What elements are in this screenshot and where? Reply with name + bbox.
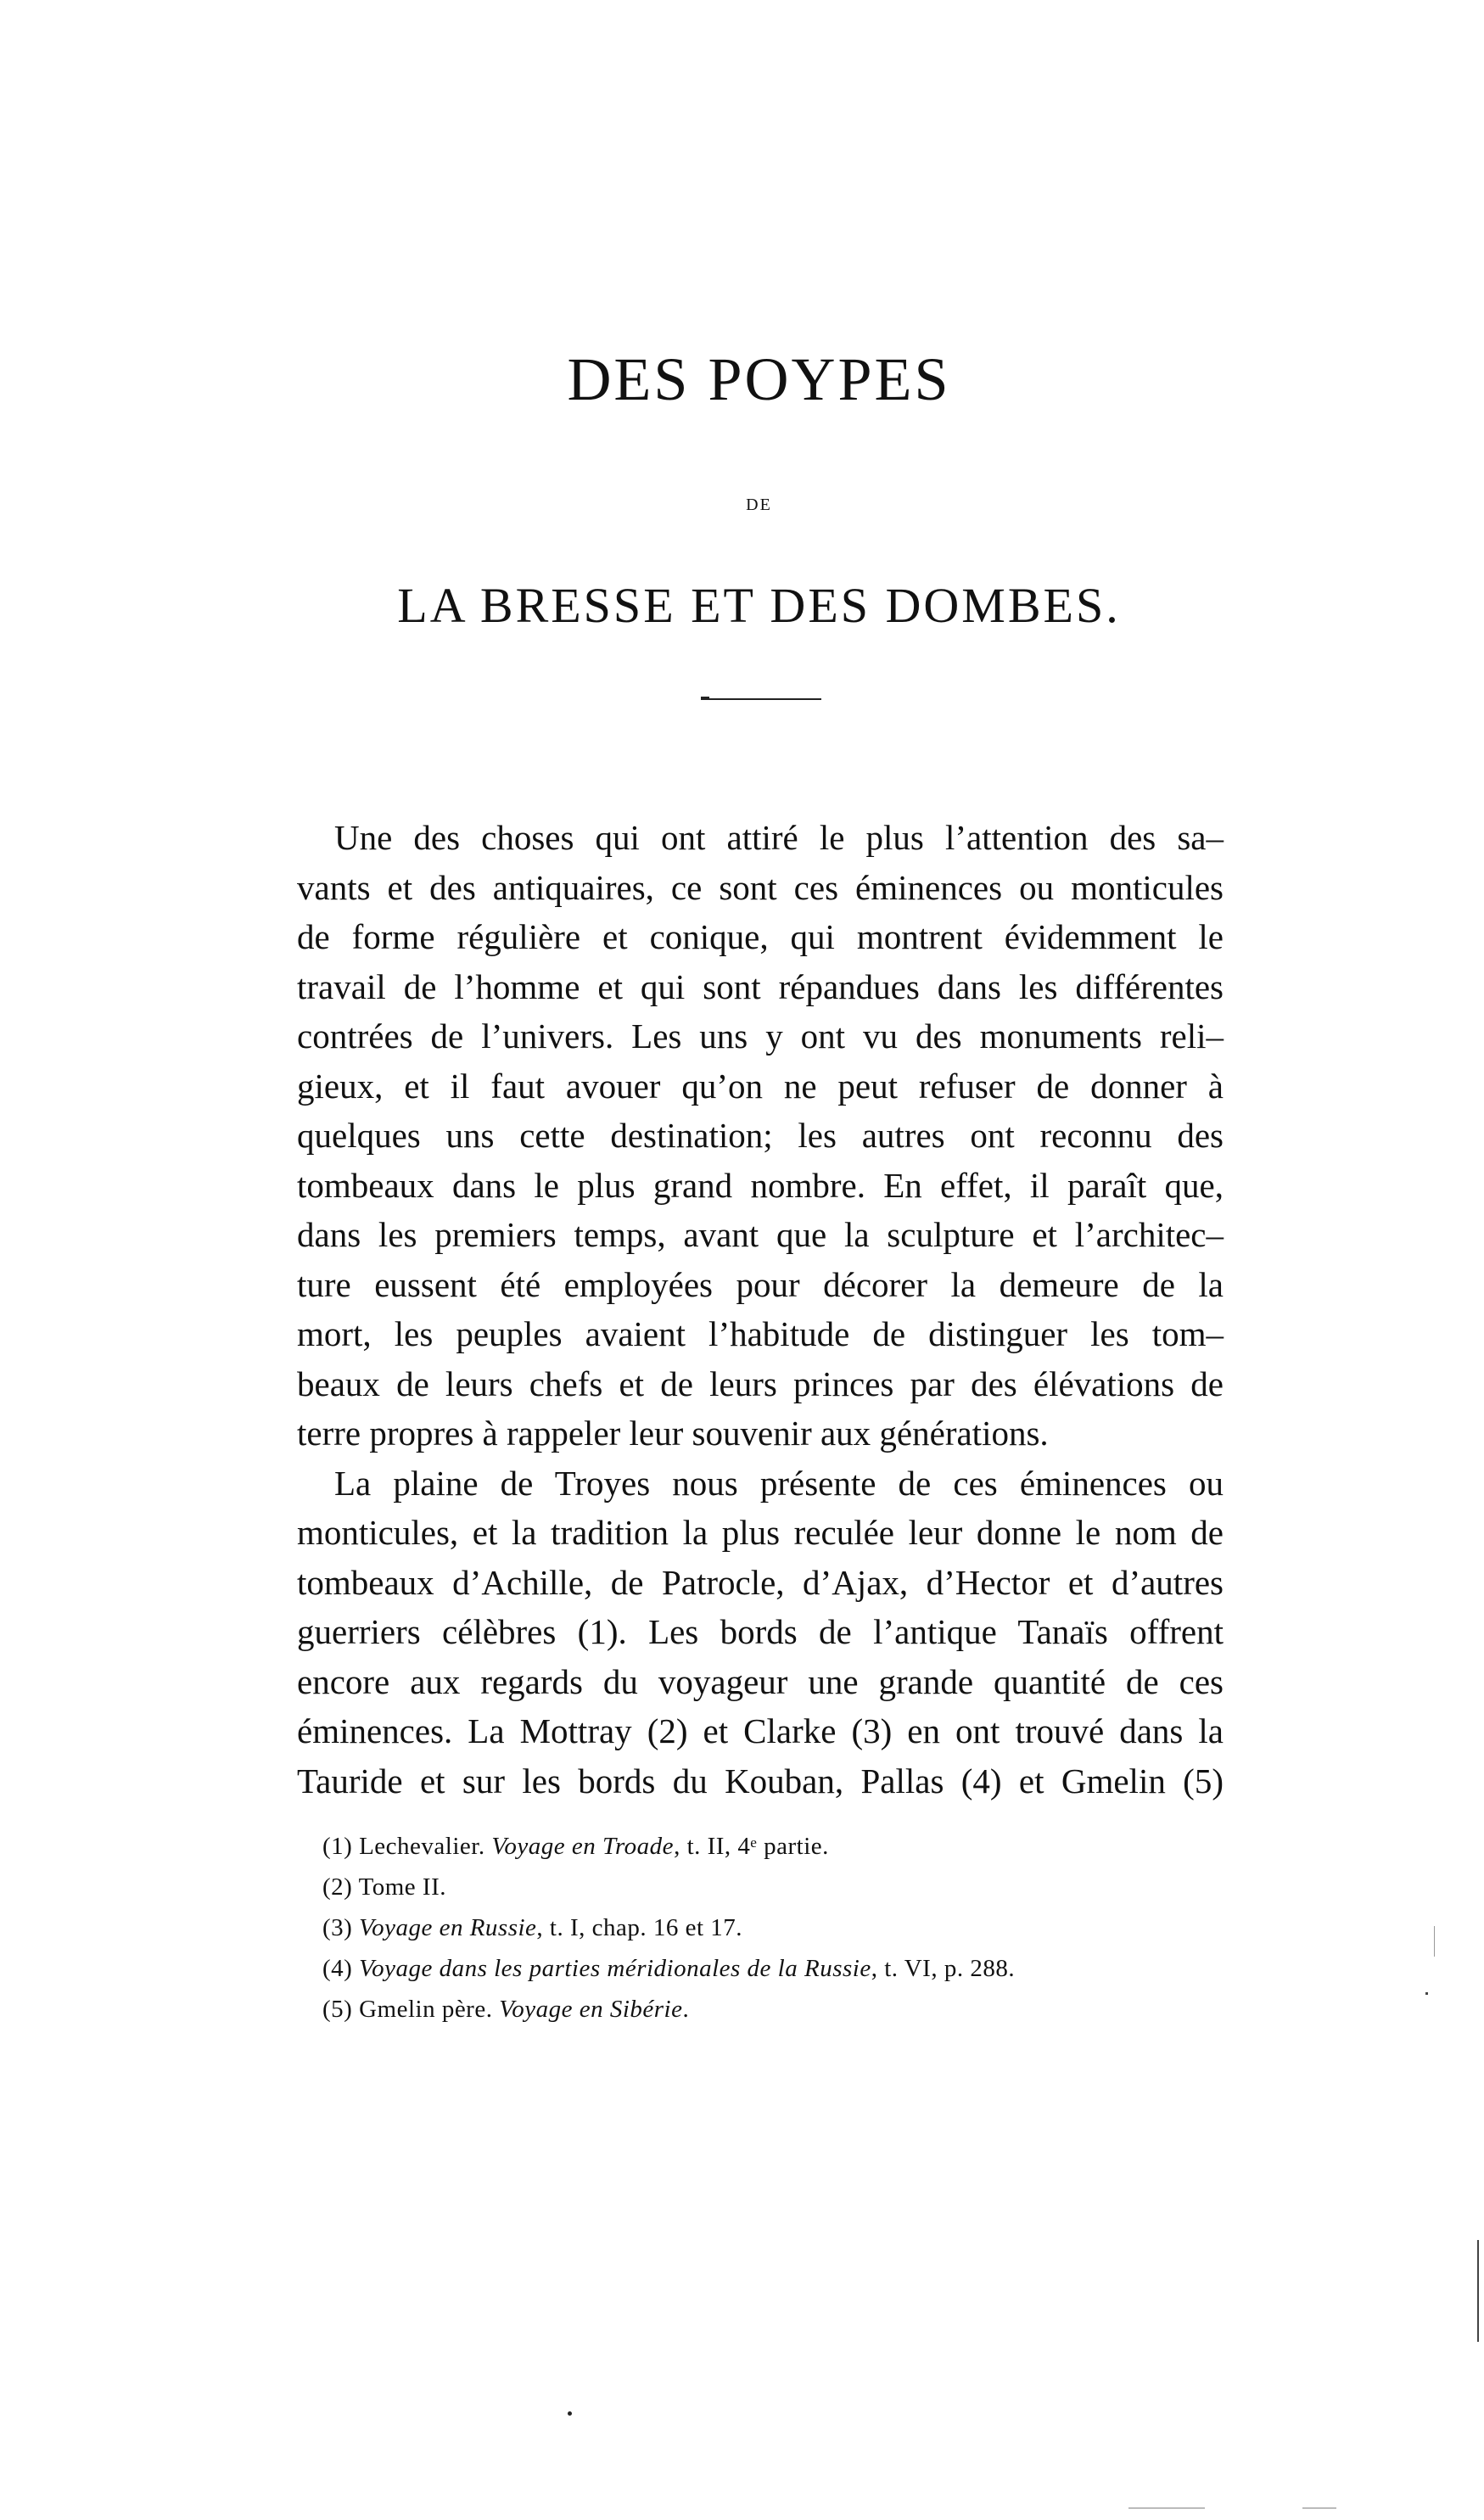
footnote-title: Voyage en Russie	[359, 1914, 537, 1941]
page-dot-mark	[568, 2411, 572, 2416]
footnote-text: Gmelin père.	[359, 1996, 500, 2023]
body-line: monticules, et la tradition la plus reculée leur donne le nom de	[297, 1513, 1224, 1552]
body-line: mort, les peuples avaient l’habitude de distinguer les tom–	[297, 1314, 1224, 1353]
footnote-marker: (4)	[322, 1955, 353, 1982]
body-line: dans les premiers temps, avant que la sculpture et l’architec–	[297, 1215, 1224, 1254]
scan-edge-mark	[1425, 1992, 1428, 1995]
page-subtitle: LA BRESSE ET DES DOMBES.	[397, 578, 1121, 633]
body-line: Tauride et sur les bords du Kouban, Pallas (4) et Gmelin (5)	[297, 1761, 1224, 1800]
footnote-text: , t. II, 4ᵉ partie.	[674, 1833, 829, 1860]
footnote-title: Voyage en Sibérie	[499, 1996, 683, 2023]
footnote	[322, 1989, 1188, 2030]
footnote	[322, 1867, 1188, 1907]
footnote-text: Lechevalier.	[359, 1833, 492, 1860]
scan-edge-mark	[1302, 2507, 1336, 2509]
footnotes	[322, 1826, 1188, 2030]
body-line: quelques uns cette destination; les autres ont reconnu des	[297, 1116, 1224, 1155]
body-line: terre propres à rappeler leur souvenir aux générations.	[297, 1414, 1049, 1453]
footnote-marker: (5)	[322, 1996, 353, 2023]
body-line: gieux, et il faut avouer qu’on ne peut refuser de donner à	[297, 1066, 1224, 1106]
body-line: de forme régulière et conique, qui montrent évidemment le	[297, 917, 1224, 956]
footnote-text: , t. VI, p. 288.	[871, 1955, 1016, 1982]
page-title: DES POYPES	[567, 345, 951, 413]
body-line: guerriers célèbres (1). Les bords de l’antique Tanaïs offrent	[297, 1612, 1224, 1651]
footnote	[322, 1826, 1188, 1867]
footnote-marker: (3)	[322, 1914, 353, 1941]
title-rule-ornament	[701, 698, 821, 700]
body-line: tombeaux dans le plus grand nombre. En effet, il paraît que,	[297, 1165, 1224, 1205]
body-line: vants et des antiquaires, ce sont ces éminences ou monticules	[297, 867, 1224, 907]
body-line: tombeaux d’Achille, de Patrocle, d’Ajax, d’Hector et d’autres	[297, 1562, 1224, 1602]
body-line: Une des choses qui ont attiré le plus l’attention des sa–	[334, 818, 1224, 857]
body-text	[297, 813, 1224, 1806]
body-line: beaux de leurs chefs et de leurs princes par des élévations de	[297, 1364, 1224, 1403]
body-line: travail de l’homme et qui sont répandues dans les différentes	[297, 966, 1224, 1006]
footnote-text: , t. I, chap. 16 et 17.	[536, 1914, 743, 1941]
footnote-title: Voyage en Troade	[491, 1833, 675, 1860]
body-line: contrées de l’univers. Les uns y ont vu des monuments reli–	[297, 1016, 1224, 1056]
title-connector: DE	[746, 496, 772, 514]
body-line: La plaine de Troyes nous présente de ces éminences ou	[334, 1463, 1224, 1503]
footnote	[322, 1948, 1188, 1989]
footnote-text: .	[682, 1996, 690, 2023]
scan-edge-mark	[1477, 2240, 1479, 2342]
scan-edge-mark	[1434, 1926, 1435, 1957]
footnote-marker: (1)	[322, 1833, 353, 1860]
body-line: encore aux regards du voyageur une grande quantité de ces	[297, 1661, 1224, 1701]
footnote-text: Tome II.	[358, 1873, 446, 1901]
scan-edge-mark	[1128, 2507, 1205, 2509]
footnote	[322, 1907, 1188, 1948]
body-line: éminences. La Mottray (2) et Clarke (3) en ont trouvé dans la	[297, 1711, 1224, 1750]
footnote-marker: (2)	[322, 1873, 353, 1901]
footnote-title: Voyage dans les parties méridionales de la Russie	[359, 1955, 871, 1982]
body-line: ture eussent été employées pour décorer la demeure de la	[297, 1264, 1224, 1304]
